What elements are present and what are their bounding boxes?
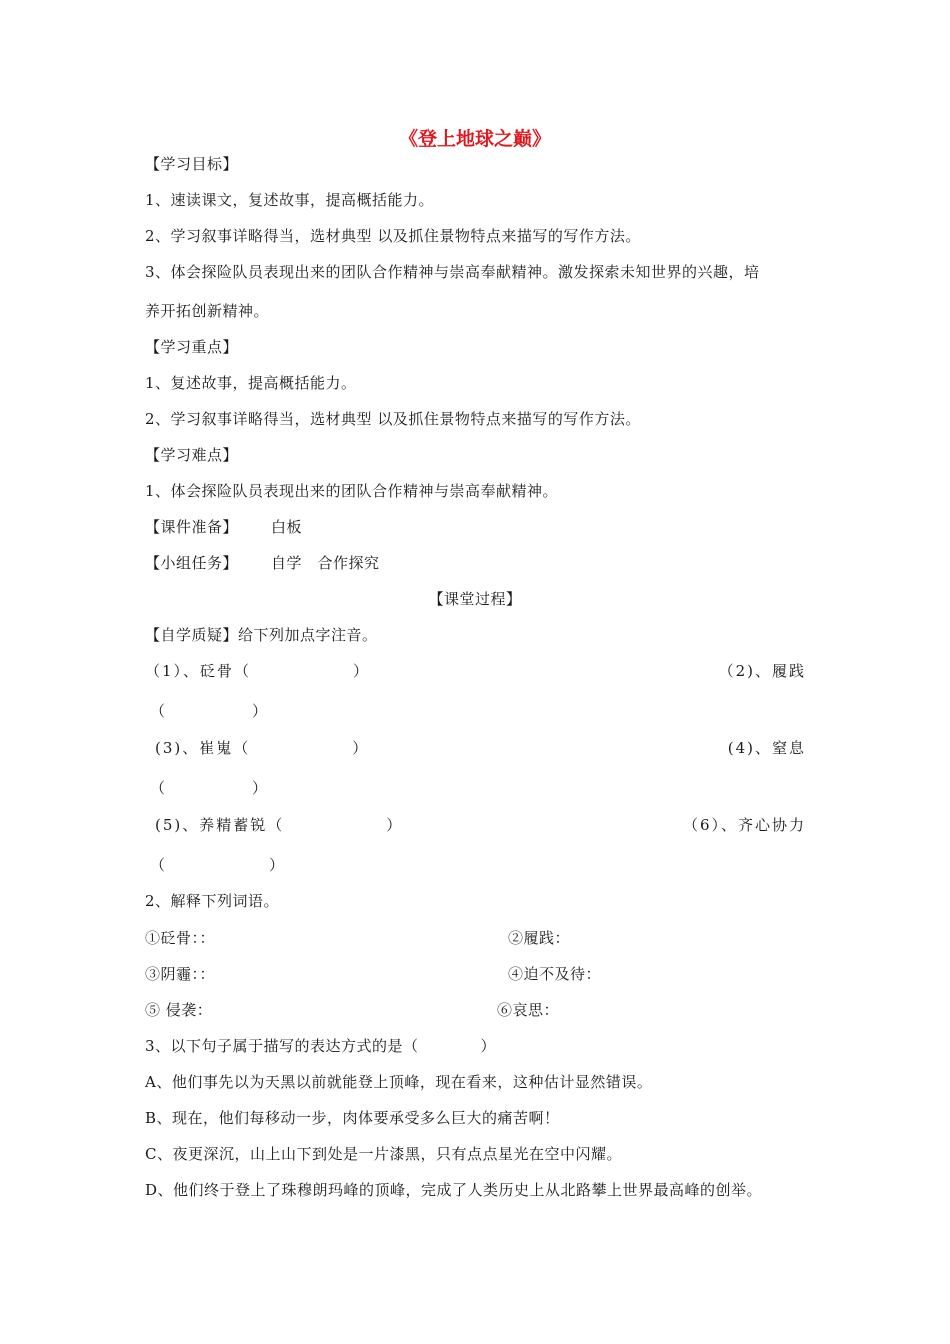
objective-item: 养开拓创新精神。 <box>145 302 270 320</box>
self-study-intro: 【自学质疑】给下列加点字注音。 <box>145 626 378 644</box>
document-title: 《登上地球之巅》 <box>398 128 551 150</box>
objective-item: 1、速读课文，复述故事，提高概括能力。 <box>145 191 435 209</box>
group-task-value: 自学 合作探究 <box>271 554 380 572</box>
difficulty-item: 1、体会探险队员表现出来的团队合作精神与崇高奉献精神。 <box>145 482 559 500</box>
materials-label: 【课件准备】 <box>145 518 239 536</box>
process-heading: 【课堂过程】 <box>428 590 522 608</box>
explain-item: ②履践： <box>508 929 571 947</box>
explain-item: ⑥哀思： <box>497 1001 560 1019</box>
explain-item: ⑤ 侵袭： <box>145 1001 213 1019</box>
key-point-item: 1、复述故事，提高概括能力。 <box>145 374 357 392</box>
pinyin-answer-blank: （ ） <box>150 779 270 797</box>
question-3-option: B、现在，他们每移动一步，肉体要承受多么巨大的痛苦啊！ <box>145 1109 560 1127</box>
question-3-option: D、他们终于登上了珠穆朗玛峰的顶峰，完成了人类历史上从北路攀上世界最高峰的创举。 <box>145 1181 763 1199</box>
pinyin-question: (5)、养精蓄锐（ ） <box>155 816 404 834</box>
explain-heading: 2、解释下列词语。 <box>145 892 280 910</box>
group-task-label: 【小组任务】 <box>145 554 239 572</box>
question-3-stem: 3、以下句子属于描写的表达方式的是（ ） <box>145 1037 497 1055</box>
key-point-item: 2、学习叙事详略得当，选材典型 以及抓住景物特点来描写的写作方法。 <box>145 410 641 428</box>
objective-item: 3、体会探险队员表现出来的团队合作精神与崇高奉献精神。激发探索未知世界的兴趣，培 <box>145 263 760 281</box>
objectives-heading: 【学习目标】 <box>145 155 239 173</box>
key-points-heading: 【学习重点】 <box>145 338 239 356</box>
pinyin-question: (3)、崔嵬（ ） <box>155 739 370 757</box>
question-3-option: C、夜更深沉，山上山下到处是一片漆黑，只有点点星光在空中闪耀。 <box>145 1145 622 1163</box>
explain-item: ③阴霾：： <box>145 965 216 983</box>
pinyin-question: （1）、砭骨（ ） <box>145 662 371 680</box>
pinyin-question: (4)、窒息 <box>727 739 806 757</box>
explain-item: ④迫不及待： <box>508 965 602 983</box>
explain-item: ①砭骨：： <box>145 929 216 947</box>
objective-item: 2、学习叙事详略得当，选材典型 以及抓住景物特点来描写的写作方法。 <box>145 227 641 245</box>
question-3-option: A、他们事先以为天黑以前就能登上顶峰，现在看来，这种估计显然错误。 <box>145 1073 653 1091</box>
pinyin-answer-blank: （ ） <box>150 856 287 874</box>
materials-value: 白板 <box>271 518 303 536</box>
pinyin-question: （2)、履践 <box>718 662 806 680</box>
difficulties-heading: 【学习难点】 <box>145 446 239 464</box>
pinyin-question: （6）、齐心协力 <box>682 816 806 834</box>
pinyin-answer-blank: （ ） <box>150 702 270 720</box>
